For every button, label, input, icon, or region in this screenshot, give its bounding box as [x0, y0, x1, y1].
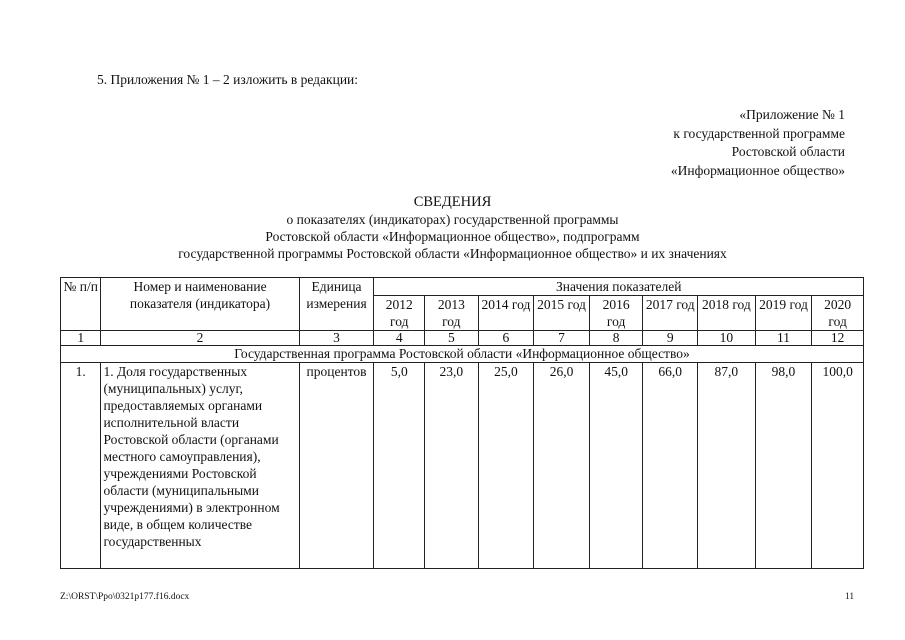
value-cell: 66,0: [643, 363, 698, 569]
column-number: 6: [478, 331, 534, 346]
section-title: Государственная программа Ростовской области «Информационное общество»: [61, 346, 864, 363]
unit-cell: процентов: [299, 363, 374, 569]
header-name: Номер и наименование показателя (индикатора): [101, 278, 299, 331]
indicator-name: 1. Доля государственных (муниципальных) услуг, предоставляемых органами исполнительной власти Ростовской области (органами местного самоуправления), учреждениями Ростовской области (муниципальными учреждениями) в электронном виде, в общем количестве государственных: [101, 363, 299, 569]
column-number: 9: [643, 331, 698, 346]
appendix-header: [585, 106, 845, 180]
value-cell: 98,0: [755, 363, 812, 569]
value-cell: 5,0: [374, 363, 425, 569]
heading-line: Ростовской области «Информационное общество», подпрограмм: [265, 229, 640, 244]
file-path: Z:\ORST\Ppo\0321p177.f16.docx: [60, 592, 190, 602]
column-number: 4: [374, 331, 425, 346]
page-number: 11: [845, 592, 855, 602]
value-cell: 100,0: [812, 363, 864, 569]
value-cell: 23,0: [425, 363, 479, 569]
heading-line: государственной программы Ростовской области «Информационное общество» и их значениях: [178, 246, 727, 261]
column-number: 10: [698, 331, 756, 346]
header-year: 2016 год: [589, 296, 643, 331]
column-number: 3: [299, 331, 374, 346]
heading-title: СВЕДЕНИЯ: [413, 194, 492, 210]
appendix-line: к государственной программе: [673, 125, 845, 141]
header-year: 2015 год: [534, 296, 590, 331]
column-number: 2: [101, 331, 299, 346]
header-values: Значения показателей: [374, 278, 864, 296]
value-cell: 25,0: [478, 363, 534, 569]
header-year: 2020 год: [812, 296, 864, 331]
column-number: 8: [589, 331, 643, 346]
column-number: 11: [755, 331, 812, 346]
appendix-line: Ростовской области: [731, 144, 845, 159]
header-year: 2019 год: [755, 296, 812, 331]
indicators-table: [60, 277, 864, 569]
header-unit: Единица измерения: [299, 278, 374, 331]
column-number: 12: [812, 331, 864, 346]
header-year: 2013 год: [425, 296, 479, 331]
value-cell: 45,0: [589, 363, 643, 569]
header-year: 2014 год: [478, 296, 534, 331]
column-number: 5: [425, 331, 479, 346]
table-row: [61, 363, 864, 569]
appendix-line: «Информационное общество»: [670, 162, 845, 178]
value-cell: 87,0: [698, 363, 756, 569]
header-year: 2012 год: [374, 296, 425, 331]
row-number: 1.: [61, 363, 101, 569]
value-cell: 26,0: [534, 363, 590, 569]
header-year: 2018 год: [698, 296, 756, 331]
heading-line: о показателях (индикаторах) государственной программы: [286, 212, 619, 227]
intro-text: 5. Приложения № 1 – 2 изложить в редакции:: [97, 72, 359, 87]
column-number: 1: [61, 331, 101, 346]
document-heading: [0, 194, 905, 262]
appendix-line: «Приложение № 1: [739, 107, 845, 122]
header-no: № п/п: [61, 278, 101, 331]
header-year: 2017 год: [643, 296, 698, 331]
column-number: 7: [534, 331, 590, 346]
